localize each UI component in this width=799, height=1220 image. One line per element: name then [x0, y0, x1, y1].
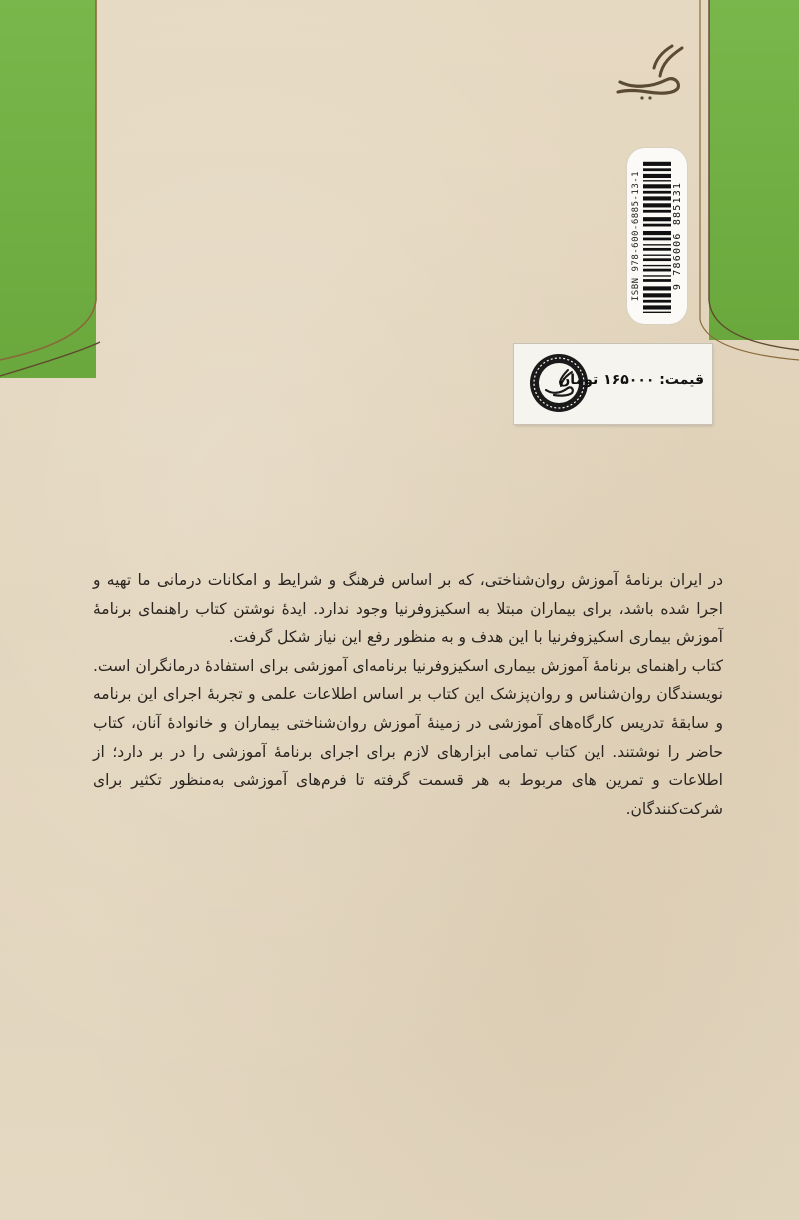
barcode-bar — [643, 162, 671, 166]
barcode-bar — [643, 217, 671, 221]
barcode-bar — [643, 312, 671, 313]
barcode-bar — [643, 184, 671, 188]
barcode-bar — [643, 174, 671, 178]
barcode-bar — [643, 279, 671, 282]
barcode-bar — [643, 224, 671, 227]
barcode-bar — [643, 203, 671, 207]
barcode-bar — [643, 244, 671, 245]
publisher-logo — [612, 42, 690, 100]
book-description — [93, 566, 723, 823]
barcode-bar — [643, 275, 671, 276]
isbn-barcode — [627, 148, 687, 324]
barcode-bar — [643, 269, 671, 272]
description-paragraph-1: در ایران برنامهٔ آموزش روان‌شناختی، که بر اساس فرهنگ و شرایط و امکانات درمانی ما تهیه و اجرا شده باشد، برای بیماران مبتلا به اسکیزوفرنیا وجود ندارد. ایدهٔ نوشتن کتاب راهنمای برنامهٔ آموزش بیماری اسکیزوفرنیا با این هدف و به منظور رفع این نیاز شکل گرفت. — [93, 571, 723, 647]
barcode-bar — [643, 180, 671, 181]
barcode-bar — [643, 286, 671, 290]
barcode-bar — [643, 168, 671, 171]
barcode-digits: 9 786006 885131 — [672, 181, 683, 291]
barcode-bar — [643, 196, 671, 200]
price-label: قیمت: ۱۶۵۰۰۰ تومان — [558, 372, 704, 388]
barcode-bar — [643, 293, 671, 297]
barcode-bar — [643, 265, 671, 266]
barcode-bar — [643, 248, 671, 251]
barcode-bar — [643, 305, 671, 309]
barcode-bar — [643, 255, 671, 256]
isbn-label: ISBN 978-600-6885-13-1 — [631, 170, 641, 302]
price-sticker — [514, 344, 712, 424]
barcode-bar — [643, 258, 671, 261]
description-paragraph-2: کتاب راهنمای برنامهٔ آموزش بیماری اسکیزوفرنیا برنامه‌ای آموزشی برای استفادهٔ درمانگران است. نویسندگان روان‌شناس و روان‌پزشک این کتاب بر اساس اطلاعات علمی و تجربهٔ اجرای این برنامه و سابقهٔ تدریس کارگاه‌های آموزشی در زمینهٔ آموزش روان‌شناختی بیماران و خانوادهٔ آنان، کتاب حاضر را نوشتند. این کتاب تمامی ابزارهای لازم برای اجرای برنامهٔ آموزشی را در بر دارد؛ از اطلاعات و تمرین های مربوط به هر قسمت گرفته تا فرم‌های آموزشی به‌منظور تکثیر برای شرکت‌کنندگان. — [93, 656, 723, 818]
barcode-bar — [643, 210, 671, 213]
barcode-bar — [643, 191, 671, 194]
barcode-bar — [643, 231, 671, 235]
barcode-bar — [643, 300, 671, 303]
barcode-bars — [643, 159, 671, 313]
barcode-bar — [643, 238, 671, 241]
